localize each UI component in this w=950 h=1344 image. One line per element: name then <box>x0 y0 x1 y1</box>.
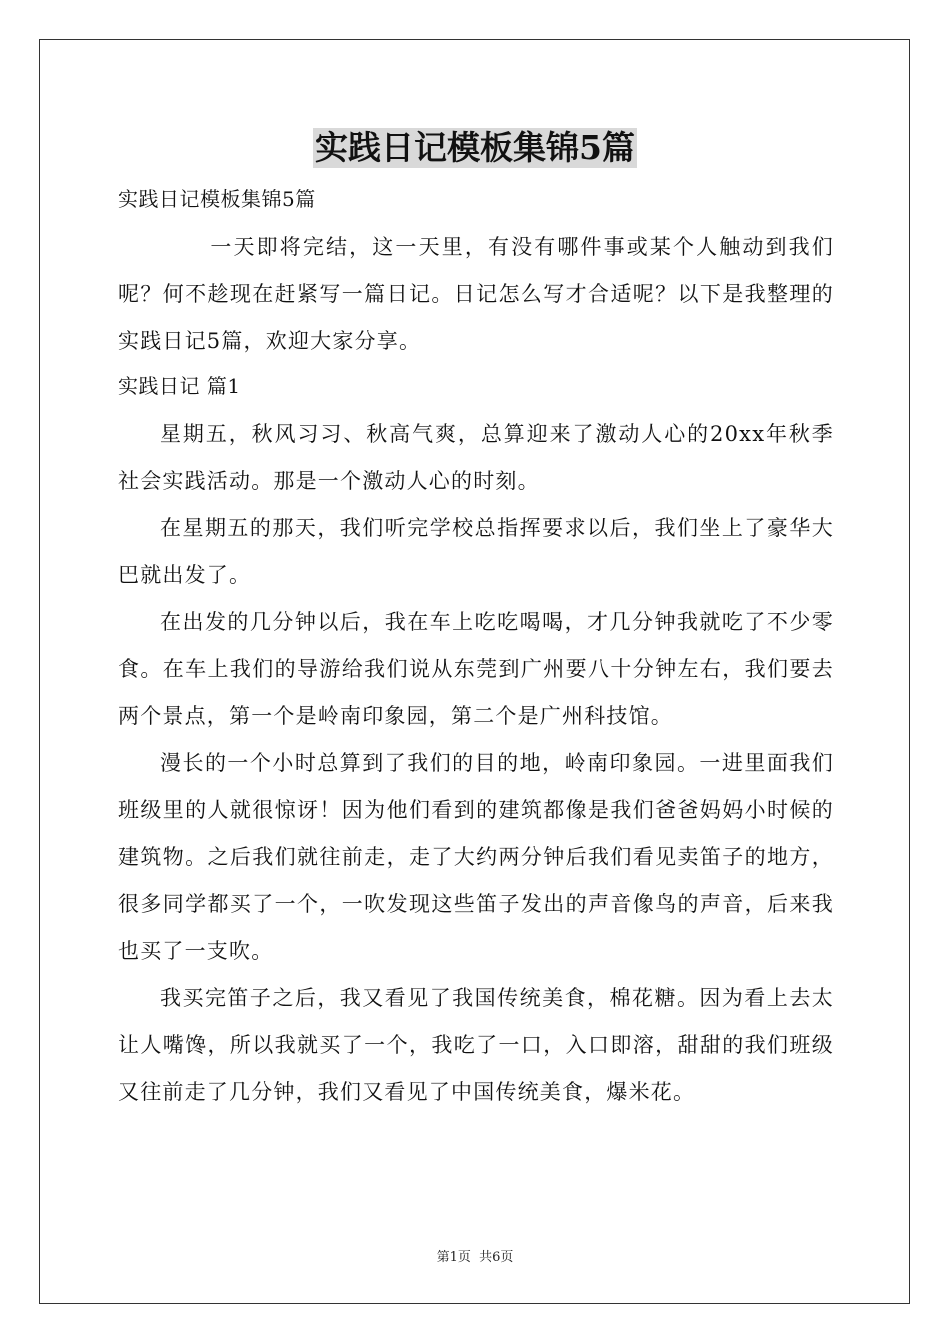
body-paragraph-5: 我买完笛子之后，我又看见了我国传统美食，棉花糖。因为看上去太让人嘴馋，所以我就买了一个，我吃了一口，入口即溶，甜甜的我们班级又往前走了几分钟，我们又看见了中国传统美食，爆米花。 <box>118 986 834 1104</box>
document-subtitle: 实践日记模板集锦5篇 <box>118 187 316 211</box>
body-paragraph-1: 星期五，秋风习习、秋高气爽，总算迎来了激动人心的20xx年秋季社会实践活动。那是一个激动人心的时刻。 <box>118 422 834 493</box>
document-title-text: 实践日记模板集锦5篇 <box>315 128 635 167</box>
body-paragraph-2: 在星期五的那天，我们听完学校总指挥要求以后，我们坐上了豪华大巴就出发了。 <box>118 516 834 587</box>
document-title <box>0 128 950 168</box>
page-number: 第1页 <box>436 1250 471 1265</box>
page-footer <box>0 1246 950 1265</box>
body-paragraph-4: 漫长的一个小时总算到了我们的目的地，岭南印象园。一进里面我们班级里的人就很惊讶！因为他们看到的建筑都像是我们爸爸妈妈小时候的建筑物。之后我们就往前走，走了大约两分钟后我们看见卖笛子的地方，很多同学都买了一个，一吹发现这些笛子发出的声音像鸟的声音，后来我也买了一支吹。 <box>118 751 834 963</box>
page-total: 共6页 <box>479 1250 514 1265</box>
intro-paragraph: 一天即将完结，这一天里，有没有哪件事或某个人触动到我们呢？何不趁现在赶紧写一篇日记。日记怎么写才合适呢？以下是我整理的实践日记5篇，欢迎大家分享。 <box>118 235 834 353</box>
section-heading: 实践日记 篇1 <box>118 374 241 398</box>
body-paragraph-3: 在出发的几分钟以后，我在车上吃吃喝喝，才几分钟我就吃了不少零食。在车上我们的导游给我们说从东莞到广州要八十分钟左右，我们要去两个景点，第一个是岭南印象园，第二个是广州科技馆。 <box>118 610 834 728</box>
document-body <box>118 178 834 1116</box>
